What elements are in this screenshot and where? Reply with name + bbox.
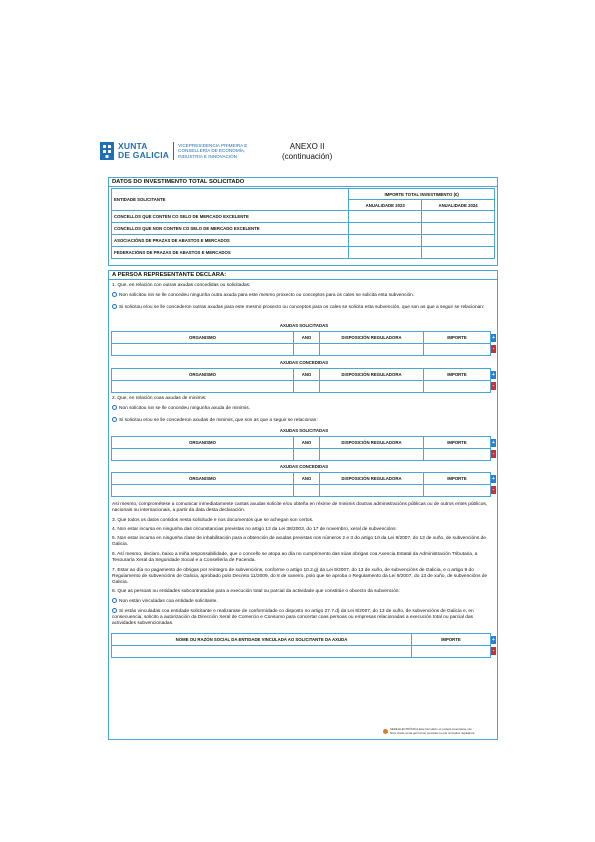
- option-not-linked[interactable]: Non están vinculadas coa entidade solicitante.: [112, 598, 495, 605]
- disposicion-field[interactable]: [320, 381, 424, 393]
- col-organismo: ORGANISMO: [112, 369, 294, 381]
- col-ano: ANO: [294, 332, 320, 344]
- amount-2024-field[interactable]: [422, 223, 495, 235]
- logo-line1: XUNTA: [118, 141, 148, 151]
- investment-section: [108, 177, 498, 266]
- col-entity-name: NOME OU RAZÓN SOCIAL DA ENTIDADE VINCULADA AO SOLICITANTE DA AXUDA: [112, 634, 412, 646]
- row-label: CONCELLOS QUE CONTEN CO SELO DE MERCADO EXCELENTE: [112, 211, 349, 223]
- disposicion-field[interactable]: [320, 449, 424, 461]
- radio-button[interactable]: [112, 608, 117, 613]
- organismo-field[interactable]: [112, 381, 294, 393]
- declaration-section: [108, 270, 498, 740]
- investment-section-title: DATOS DO INVESTIMENTO TOTAL SOLICITADO: [109, 178, 497, 187]
- radio-button[interactable]: [112, 292, 117, 297]
- amount-2023-field[interactable]: [349, 235, 422, 247]
- declaration-2: 2. Que, en relación coas axudas de minimis:: [112, 396, 207, 401]
- col-total: IMPORTE TOTAL INVESTIMENTO (€): [349, 189, 495, 200]
- amount-2024-field[interactable]: [422, 211, 495, 223]
- declaration-3: 3. Que todos os datos contidos nesta solicitude e nos documentos que se achegan son certos.: [112, 518, 314, 523]
- entity-name-field[interactable]: [112, 646, 412, 658]
- disposicion-field[interactable]: [320, 485, 424, 497]
- col-entity: ENTIDADE SOLICITANTE: [112, 189, 349, 211]
- disposicion-field[interactable]: [320, 344, 424, 356]
- row-label: ASOCIACIÓNS DE PRAZAS DE ABASTOS E MERCADOS: [112, 235, 349, 247]
- option-no-aid[interactable]: Non solicitou nin se lle concedeu ningunha outra axuda para este mesmo proxecto ou conceptos para os cales se solicita esta subvención.: [112, 292, 492, 299]
- minimis-requested-table: [111, 436, 491, 461]
- col-importe: IMPORTE: [424, 369, 491, 381]
- option-no-minimis[interactable]: Non solicitou nin se lle concedeu ningunha axuda de minimis.: [112, 405, 492, 412]
- minimis-granted-table: [111, 472, 491, 497]
- importe-field[interactable]: [412, 646, 491, 658]
- minimis-commitment: Así mesmo, comprométese a comunicar inmediatamente cantas axudas solicite e/ou obteña en réxime de minimis doutras administracións públicas ou de outros entes públicos, nacionais ou internacionais, a partir da data desta declaración.: [112, 502, 488, 513]
- galicia-shield-icon: [100, 142, 114, 160]
- col-importe: IMPORTE: [424, 473, 491, 485]
- remove-row-button[interactable]: -: [492, 451, 495, 457]
- ano-field[interactable]: [294, 381, 320, 393]
- amount-2024-field[interactable]: [422, 247, 495, 259]
- ano-field[interactable]: [294, 449, 320, 461]
- amount-2023-field[interactable]: [349, 211, 422, 223]
- remove-row-button[interactable]: -: [492, 383, 495, 389]
- add-row-button[interactable]: +: [492, 637, 495, 643]
- remove-row-button[interactable]: -: [492, 487, 495, 493]
- requested-aid-table: [111, 331, 491, 356]
- radio-button[interactable]: [112, 417, 117, 422]
- add-row-button[interactable]: +: [492, 476, 495, 482]
- row-label: FEDERACIÓNS DE PRAZAS DE ABASTOS E MERCADOS: [112, 247, 349, 259]
- col-disposicion: DISPOSICIÓN REGULADORA: [320, 369, 424, 381]
- option-yes-aid[interactable]: Si solicitou e/ou se lle concederon outras axudas para este mesmo proxecto ou conceptos para os cales se solicita esta subvención, que son as que a seguir se relacionan:: [112, 304, 494, 311]
- remove-row-button[interactable]: -: [492, 648, 495, 654]
- caption-requested: AXUDAS SOLICITADAS: [279, 428, 329, 433]
- ano-field[interactable]: [294, 344, 320, 356]
- declaration-4: 4. Non estar incursa en ningunha das circunstancias previstas no artigo 13 da Lei 38/2003, do 17 de novembro, xeral de subvencións.: [112, 527, 397, 532]
- col-ano: ANO: [294, 437, 320, 449]
- logo-line2: DE GALICIA: [118, 150, 170, 160]
- sede-electronica-icon: [383, 729, 388, 734]
- investment-table: [111, 188, 495, 259]
- amount-2023-field[interactable]: [349, 223, 422, 235]
- annex-title: ANEXO II (continuación): [282, 142, 333, 161]
- dept-line2: CONSELLERÍA DE ECONOMÍA,: [178, 148, 246, 154]
- importe-field[interactable]: [424, 381, 491, 393]
- dept-line1: VICEPRESIDENCIA PRIMEIRA E: [178, 143, 248, 149]
- declaration-6: 6. Así mesmo, declaro, baixo a miña responsabilidade, que o concello se atopa ao día no cumprimento das súas obrigas coa Axencia Estatal da Administración Tributaria, a Tesouraría Xeral da Seguridade Social e a Consellería de Facenda.: [112, 552, 478, 563]
- radio-button[interactable]: [112, 405, 117, 410]
- declaration-7: 7. Estar ao día no pagamento de obrigas por reintegro de subvencións, conforme o artigo 10.2.g) da Lei 9/2007, do 13 de xuño, de subvencións de Galicia, e o artigo 9 do Regulamento de subvencións de Galicia, aprobado polo Decreto 11/2009, do 8 de xaneiro, polo que se aproba o Regulamento da Lei 9/2007, do 13 de xuño, de subvencións de Galicia.: [112, 568, 488, 585]
- col-disposicion: DISPOSICIÓN REGULADORA: [320, 473, 424, 485]
- col-ano: ANO: [294, 369, 320, 381]
- importe-field[interactable]: [424, 485, 491, 497]
- col-ano: ANO: [294, 473, 320, 485]
- declaration-8: 8. Que as persoas ou entidades subcontratadas para a execución total ou parcial da actividade que constitúe o obxecto da subvención:: [112, 589, 400, 594]
- importe-field[interactable]: [424, 344, 491, 356]
- organismo-field[interactable]: [112, 485, 294, 497]
- caption-granted: AXUDAS CONCEDIDAS: [279, 360, 329, 365]
- col-organismo: ORGANISMO: [112, 473, 294, 485]
- amount-2024-field[interactable]: [422, 235, 495, 247]
- radio-button[interactable]: [112, 598, 117, 603]
- col-importe: IMPORTE: [412, 634, 491, 646]
- col-importe: IMPORTE: [424, 332, 491, 344]
- declaration-section-title: A PERSOA REPRESENTANTE DECLARA:: [109, 271, 497, 280]
- col-disposicion: DISPOSICIÓN REGULADORA: [320, 437, 424, 449]
- amount-2023-field[interactable]: [349, 247, 422, 259]
- col-importe: IMPORTE: [424, 437, 491, 449]
- declaration-1: 1. Que, en relación con outras axudas concedidas ou solicitadas:: [112, 283, 251, 288]
- footer-line1: SEDE ELECTRÓNICA Este formulario só poderá presentarse nas: [390, 727, 472, 731]
- remove-row-button[interactable]: -: [492, 346, 495, 352]
- option-yes-minimis[interactable]: Si solicitou e/ou se lle concederon axudas de minimis, que son as que a seguir se relacionan:: [112, 417, 492, 424]
- declaration-5: 5. Non estar incursa en ningunha clase de inhabilitación para a obtención de axudas previstas nos números 2 e 3 do artigo 10 da Lei 9/2007, do 13 de xuño, de subvencións de Galicia.: [112, 536, 486, 547]
- caption-requested: AXUDAS SOLICITADAS: [279, 323, 329, 328]
- col-organismo: ORGANISMO: [112, 437, 294, 449]
- row-label: CONCELLOS QUE NON CONTEN CO SELO DE MERCADO EXCELENTE: [112, 223, 349, 235]
- add-row-button[interactable]: +: [492, 440, 495, 446]
- document-header: [100, 142, 500, 168]
- xunta-logo: [100, 142, 247, 160]
- organismo-field[interactable]: [112, 344, 294, 356]
- electronic-office-footer: [383, 728, 475, 735]
- add-row-button[interactable]: +: [492, 372, 495, 378]
- col-2024: ANUALIDADE 2024: [422, 200, 495, 211]
- organismo-field[interactable]: [112, 449, 294, 461]
- ano-field[interactable]: [294, 485, 320, 497]
- radio-button[interactable]: [112, 304, 117, 309]
- caption-granted: AXUDAS CONCEDIDAS: [279, 464, 329, 469]
- linked-entity-table: [111, 633, 491, 658]
- granted-aid-table: [111, 368, 491, 393]
- col-organismo: ORGANISMO: [112, 332, 294, 344]
- logo-divider: [173, 142, 174, 160]
- dept-line3: INDUSTRIA E INNOVACIÓN: [178, 153, 237, 159]
- add-row-button[interactable]: +: [492, 335, 495, 341]
- importe-field[interactable]: [424, 449, 491, 461]
- col-2023: ANUALIDADE 2023: [349, 200, 422, 211]
- footer-line2: https://sede.xunta.gal formas previstas na súa normativa reguladora.: [390, 730, 476, 735]
- col-disposicion: DISPOSICIÓN REGULADORA: [320, 332, 424, 344]
- option-linked[interactable]: Si están vinculadas coa entidade solicitante e realizarase de conformidade co disposto no artigo 27.7.d) da Lei 9/2007, do 13 de xuño, de subvencións de Galicia e, en consecuencia, solicito a autorización da Dirección Xeral de Comercio e Consumo para concertar coas persoas ou empresas relacionadas a execución total ou parcial das actividades subvencionadas.: [112, 609, 474, 626]
